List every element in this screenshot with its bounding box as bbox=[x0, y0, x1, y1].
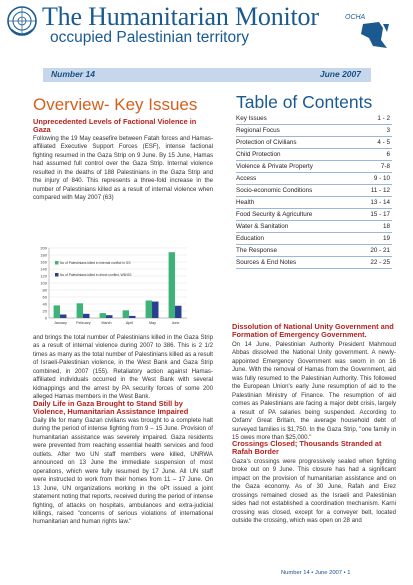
publication-title: The Humanitarian Monitor bbox=[42, 2, 319, 31]
toc-item-label: Access bbox=[236, 175, 257, 182]
y-tick-label: 200 bbox=[40, 245, 47, 251]
toc-item[interactable] bbox=[236, 209, 392, 221]
toc-item-page: 19 bbox=[382, 235, 390, 242]
toc-item-page: 1 - 2 bbox=[377, 115, 390, 122]
bar-direct-conflict bbox=[106, 315, 112, 318]
bar-internal-conflict bbox=[123, 310, 129, 318]
bar-direct-conflict bbox=[60, 315, 66, 319]
toc-item-page: 13 - 14 bbox=[370, 199, 390, 206]
section-heading-crossings: Crossings Closed; Thousands Stranded at Rafah Border bbox=[232, 439, 382, 457]
section-heading-daily-life: Daily Life in Gaza Brought to Stand Still by Violence, Humanitarian Assistance Impaired bbox=[33, 399, 189, 417]
y-tick-label: 160 bbox=[40, 259, 47, 265]
section-heading-factional-violence: Unprecedented Levels of Factional Violence in Gaza bbox=[33, 117, 197, 135]
killed-palestinians-bar-chart bbox=[33, 244, 191, 330]
toc-item-label: Protection of Civilians bbox=[236, 139, 297, 146]
y-tick-label: 100 bbox=[40, 280, 47, 286]
x-tick-label: March bbox=[101, 321, 112, 325]
toc-item-page: 11 - 12 bbox=[370, 187, 390, 194]
toc-item[interactable] bbox=[236, 257, 392, 269]
toc-item-label: Sources & End Notes bbox=[236, 259, 297, 266]
bar-direct-conflict bbox=[152, 302, 158, 318]
bar-direct-conflict bbox=[175, 306, 181, 318]
toc-item-page: 20 - 21 bbox=[370, 247, 390, 254]
toc-item[interactable] bbox=[236, 161, 392, 173]
toc-item-label: Education bbox=[236, 235, 265, 242]
toc-item[interactable] bbox=[236, 185, 392, 197]
factional-violence-body: Following the 19 May ceasefire between Fatah forces and Hamas-affiliated Executive Support Forces (ESF), intense factional fighting resumed in the Gaza Strip on 9 June. By 15 June, Hamas had assumed full control over the Gaza Strip. Internal violence resulted in the deaths of 188 Palestinians in the Gaza Strip and the injury of 840. This represents a three-fold increase in the number of Palestinians killed as a result of internal violence when compared with May 2007 (63) bbox=[33, 135, 213, 202]
toc-item[interactable] bbox=[236, 221, 392, 233]
bar-direct-conflict bbox=[129, 316, 135, 318]
toc-item-page: 22 - 25 bbox=[370, 259, 390, 266]
un-emblem-icon bbox=[6, 5, 38, 37]
table-of-contents bbox=[236, 113, 392, 269]
toc-item-label: The Response bbox=[236, 247, 277, 254]
svg-text:OCHA: OCHA bbox=[345, 14, 366, 21]
issue-date: June 2007 bbox=[319, 69, 361, 79]
toc-item[interactable] bbox=[236, 233, 392, 245]
dissolution-body: On 14 June, Palestinian Authority President Mahmoud Abbas dissolved the National Unity government. A newly-appointed Emergency Government was sworn in on 16 June. With the removal of Hamas from the Government, aid was fully resumed to the Palestinian Authority. This followed the European Union's early June resumption of aid to the Palestinian Ministry of Finance. The resumption of aid comes as Palestinians are facing a major debt crisis, largely a result of PA salaries being suspended. According to Oxfam/ Great Britain, the average household debt of surveyed families is $1,750. In the Gaza Strip, "one family in 15 owes more than $25,000." bbox=[232, 341, 396, 441]
y-tick-label: 20 bbox=[42, 308, 47, 314]
y-tick-label: 0 bbox=[44, 315, 47, 321]
toc-title: Table of Contents bbox=[236, 92, 373, 112]
y-tick-label: 80 bbox=[42, 287, 47, 293]
x-tick-label: May bbox=[149, 321, 156, 325]
section-heading-dissolution: Dissolution of National Unity Government and Formation of Emergency Government. bbox=[232, 322, 394, 340]
bar-internal-conflict bbox=[100, 313, 106, 318]
toc-item-label: Child Protection bbox=[236, 151, 281, 158]
issue-bar bbox=[43, 68, 371, 82]
legend-label: No of Palestinians killed in direct conflict, WB/GS bbox=[60, 273, 132, 277]
crossings-body: Gaza's crossings were progressively sealed when fighting broke out on 9 June. This closure has had a significant impact on the provision of humanitarian assistance and on the Gaza economy. As of 30 June, Rafah and Erez crossings remained closed as the Israeli and Palestinian sides had not established a coordination mechanism. Karni crossing was closed, except for a conveyer belt, located outside the crossing, which was open on 28 and bbox=[232, 458, 396, 525]
bar-internal-conflict bbox=[77, 303, 83, 318]
toc-item[interactable] bbox=[236, 125, 392, 137]
y-tick-label: 140 bbox=[40, 266, 47, 272]
toc-item-page: 9 - 10 bbox=[373, 175, 390, 182]
toc-item[interactable] bbox=[236, 173, 392, 185]
toc-item-page: 3 bbox=[386, 127, 390, 134]
toc-item-page: 18 bbox=[382, 223, 390, 230]
bar-internal-conflict bbox=[54, 305, 60, 318]
toc-item-label: Violence & Private Property bbox=[236, 163, 313, 170]
x-tick-label: June bbox=[171, 321, 180, 325]
legend-swatch bbox=[55, 261, 59, 265]
x-tick-label: February bbox=[76, 321, 91, 325]
toc-item-label: Food Security & Agriculture bbox=[236, 211, 313, 218]
toc-item-page: 15 - 17 bbox=[370, 211, 390, 218]
toc-item-label: Regional Focus bbox=[236, 127, 280, 134]
legend-label: No of Palestinians killed in internal conflict in GS bbox=[60, 261, 131, 265]
toc-item-page: 6 bbox=[386, 151, 390, 158]
toc-item-page: 7-8 bbox=[380, 163, 390, 170]
toc-item-page: 4 - 5 bbox=[377, 139, 390, 146]
toc-item[interactable] bbox=[236, 149, 392, 161]
y-tick-label: 60 bbox=[42, 294, 47, 300]
toc-item-label: Water & Sanitation bbox=[236, 223, 289, 230]
y-tick-label: 40 bbox=[42, 301, 47, 307]
y-tick-label: 120 bbox=[40, 273, 47, 279]
y-tick-label: 180 bbox=[40, 252, 47, 258]
toc-item[interactable] bbox=[236, 245, 392, 257]
daily-life-body: Daily life for many Gazan civilians was brought to a complete halt during the period of intense fighting from 9 – 15 June. Provision of humanitarian assistance was severely impaired. Gaza residents were prevented from reaching essential health services and food outlets. After two UN staff members were killed, UNRWA announced on 13 June the immediate suspension of most operations, which were fully resumed by 17 June. All UN staff were instructed to work from their homes from 11 – 17 June. On 13 June, UN organizations working in the oPt issued a joint statement noting that reports, received during the period of intense fighting, of attacks on hospitals, ambulances and extra-judicial killings, raised "concerns of serious violations of international humanitarian and human rights law." bbox=[33, 417, 213, 526]
issue-number: Number 14 bbox=[51, 69, 95, 79]
toc-item[interactable] bbox=[236, 137, 392, 149]
bar-internal-conflict bbox=[169, 252, 175, 318]
legend-swatch bbox=[55, 273, 59, 277]
toc-item[interactable] bbox=[236, 113, 392, 125]
toc-item[interactable] bbox=[236, 197, 392, 209]
bar-direct-conflict bbox=[83, 314, 89, 318]
ocha-logo-icon bbox=[343, 10, 407, 54]
page-footer: Number 14 • June 2007 • 1 bbox=[281, 570, 351, 576]
toc-item-label: Socio-economic Conditions bbox=[236, 187, 313, 194]
overview-title: Overview- Key Issues bbox=[33, 95, 198, 114]
toc-item-label: Key Issues bbox=[236, 115, 267, 122]
x-tick-label: January bbox=[54, 321, 67, 325]
x-tick-label: April bbox=[125, 321, 134, 325]
bar-internal-conflict bbox=[146, 301, 152, 319]
toc-item-label: Health bbox=[236, 199, 255, 206]
factional-violence-body-continued: and brings the total number of Palestinians killed in the Gaza Strip as a result of internal violence during 2007 to 386. This is 2 1/2 times as many as the total number of Palestinians killed as a result of Israeli-Palestinian violence, in the West Bank and Gaza Strip combined, in 2007 (155). Retaliatory action against Hamas-affiliated individuals occurred in the West Bank with several kidnappings and the arrest by PA security forces of some 200 alleged Hamas members in the West Bank. bbox=[33, 334, 213, 401]
publication-subtitle: occupied Palestinian territory bbox=[50, 29, 250, 46]
